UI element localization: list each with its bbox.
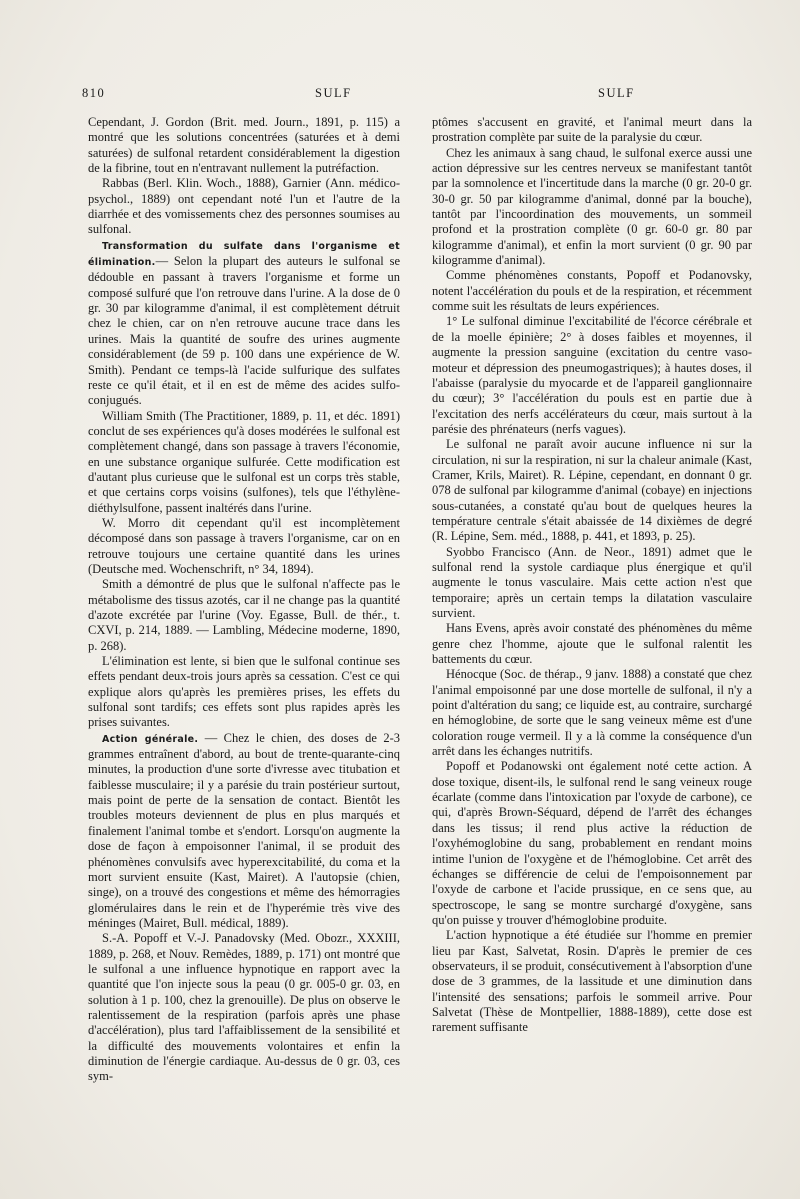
left-running-title: SULF [315,86,352,100]
paragraph: Hans Evens, après avoir constaté des phénomènes du même genre chez l'homme, ajoute que le sulfonal ralentit les battements du cœur. [432,621,752,667]
paragraph: Popoff et Podanowski ont également noté cette action. A dose toxique, disent-ils, le sulfonal rend le sang veineux rouge écarlate (comme dans l'intoxication par l'oxyde de carbone), ce qui, d'après Brown-Séquard, dépend de l'arrêt des échanges dans les tissus; il rend plus active la réduction de l'oxyhémoglobine du sang, probablement en rendant moins intime l'union de l'oxygène et de l'hémoglobine. Cet arrêt des échanges se différencie de celui de l'empoisonnement par l'oxyde de carbone et l'acide prussique, en ce sens que, au spectroscope, le sang se montre surchargé d'oxygène, sans qu'on puisse y trouver d'hémoglobine produite. [432,759,752,927]
paragraph: Hénocque (Soc. de thérap., 9 janv. 1888) a constaté que chez l'animal empoisonné par une dose mortelle de sulfonal, il n'y a point d'altération du sang; ce liquide est, au contraire, surchargé en hémoglobine, de sorte que le sang veineux même est d'une coloration rouge vermeil. Il y a là comme la conséquence d'un arrêt dans les échanges nutritifs. [432,667,752,759]
paragraph: Rabbas (Berl. Klin. Woch., 1888), Garnier (Ann. médico-psychol., 1889) ont cependant noté l'un et l'autre de la diarrhée et des vomissements chez des personnes soumises au sulfonal. [88,176,400,237]
section-heading: Action générale. [102,733,199,745]
page-number: 810 [82,86,106,100]
paragraph: L'élimination est lente, si bien que le sulfonal continue ses effets pendant deux-trois jours après sa cessation. C'est ce qui explique alors qu'après les premières prises, les effets du sulfonal sont tardifs; ces effets sont plus rapides après les prises suivantes. [88,654,400,730]
right-column [432,115,752,1036]
paragraph: 1° Le sulfonal diminue l'excitabilité de l'écorce cérébrale et de la moelle épinière; 2° à doses faibles et moyennes, il augmente la pression sanguine (excitation du centre vaso-moteur et dépression des pneumogastriques); à hautes doses, il l'abaisse (paralysie du myocarde et de l'appareil ganglionnaire du cœur); 3° l'accélération du pouls est en partie due à l'excitation des nerfs accélérateurs du cœur, mais surtout à la parésie des phrénateurs (nerfs vagues). [432,314,752,436]
paragraph-section [88,731,400,931]
paragraph-text: — Chez le chien, des doses de 2-3 grammes entraînent d'abord, au bout de trente-quarante-cinq minutes, la production d'une sorte d'ivresse avec titubation et faiblesse musculaire; il y a parésie du train postérieur surtout, mais point de perte de la sensation de contact. Bientôt les troubles moteurs deviennent de plus en plus marqués et finalement l'animal tombe et s'endort. Lorsqu'on augmente la dose de façon à empoisonner l'animal, il se produit des phénomènes convulsifs avec hyperexcitabilité, du coma et la mort survient ensuite (Kast, Mairet). A l'autopsie (chien, singe), on a trouvé des congestions et même des hémorragies glomérulaires dans le rein et de l'hyperémie très vive des méninges (Mairet, Bull. médical, 1889). [88,730,400,930]
paragraph: L'action hypnotique a été étudiée sur l'homme en premier lieu par Kast, Salvetat, Rosin. D'après le premier de ces observateurs, il se produit, consécutivement à l'absorption d'une dose de 3 grammes, de la lassitude et une diminution dans l'intensité des sensations; parfois le sommeil arrive. Pour Salvetat (Thèse de Montpellier, 1888-1889), cette dose est rarement suffisante [432,928,752,1035]
paragraph: Smith a démontré de plus que le sulfonal n'affecte pas le métabolisme des tissus azotés, car il ne change pas la quantité d'azote excrétée par l'urine (Voy. Egasse, Bull. de thér., t. CXVI, p. 214, 1889. — Lambling, Médecine moderne, 1890, p. 268). [88,577,400,653]
paragraph: Cependant, J. Gordon (Brit. med. Journ., 1891, p. 115) a montré que les solutions concentrées (saturées et à demi saturées) de sulfonal retardent considérablement la digestion de la fibrine, tout en n'entravant nullement la putréfaction. [88,115,400,176]
paragraph: William Smith (The Practitioner, 1889, p. 11, et déc. 1891) conclut de ses expériences qu'à doses modérées le sulfonal est complètement changé, dans son passage à travers l'économie, en une substance organique sulfurée. Cette modification est d'autant plus curieuse que le sulfonal est un corps très stable, et que certains corps voisins (sulfones), tels que l'éthylène-diéthylsulfone, passent inaltérés dans l'urine. [88,408,400,515]
paragraph: ptômes s'accusent en gravité, et l'animal meurt dans la prostration complète par suite de la paralysie du cœur. [432,115,752,145]
paragraph-section [88,238,400,409]
paragraph-text: — Selon la plupart des auteurs le sulfonal se dédouble en passant à travers l'organisme et forme un composé sulfuré que l'on retrouve dans l'urine. A la dose de 0 gr. 30 par kilogramme d'animal, il est complètement détruit chez le chien, car on n'en retrouve aucune trace dans les urines. Mais la quantité de soufre des urines augmente considérablement (de 59 p. 100 dans une expérience de W. Smith). Pendant ce temps-là l'acide sulfurique des sulfates reste ce qu'il était, et il en est de même des acides sulfo-conjugués. [88,254,400,408]
right-running-title: SULF [598,86,635,100]
paragraph: S.-A. Popoff et V.-J. Panadovsky (Med. Obozr., XXXIII, 1889, p. 268, et Nouv. Remèdes, 1889, p. 171) ont montré que le sulfonal a une influence hypnotique en rapport avec la quantité que l'on injecte sous la peau (0 gr. 005-0 gr. 03, en solution à 1 p. 100, chez la grenouille). De plus on observe le ralentissement de la respiration (parfois après une phase d'accélération), plus tard l'affaiblissement de la sensibilité et la difficulté des mouvements volontaires et enfin la diminution de l'énergie cardiaque. Au-dessus de 0 gr. 03, ces sym- [88,931,400,1084]
paragraph: W. Morro dit cependant qu'il est incomplètement décomposé dans son passage à travers l'organisme, car on en retrouve toujours une certaine quantité dans les urines (Deutsche med. Wochenschrift, n° 34, 1894). [88,515,400,576]
running-header [82,86,760,104]
paragraph: Chez les animaux à sang chaud, le sulfonal exerce aussi une action dépressive sur les centres nerveux se manifestant tantôt par la somnolence et l'incertitude dans la marche (0 gr. 20-0 gr. 30-0 gr. 50 par kilogramme d'animal, donné par la bouche), tantôt par l'incoordination des mouvements, un sommeil profond et la prostration complète (0 gr. 60-0 gr. 80 par kilogramme d'animal), et enfin la mort survient (0 gr. 90 par kilogramme d'animal). [432,145,752,268]
left-column [88,115,400,1085]
section-heading: Transformation du sulfate dans l'organisme et élimination. [88,240,400,269]
paragraph: Syobbo Francisco (Ann. de Neor., 1891) admet que le sulfonal rend la systole cardiaque plus énergique et qu'il augmente le tonus vasculaire. Mais cette action n'est que temporaire; après un certain temps la dilatation vasculaire survient. [432,544,752,620]
paragraph: Le sulfonal ne paraît avoir aucune influence ni sur la circulation, ni sur la respiration, ni sur la chaleur animale (Kast, Cramer, Krils, Mairet). R. Lépine, cependant, en donnant 0 gr. 078 de sulfonal par kilogramme d'animal (cobaye) en injections sous-cutanées, a constaté qu'au bout de quelques heures la température centrale s'était abaissée de 14 dixièmes de degré (R. Lépine, Sem. méd., 1888, p. 441, et 1893, p. 25). [432,437,752,544]
paragraph: Comme phénomènes constants, Popoff et Podanovsky, notent l'accélération du pouls et de la respiration, et récemment comme suit les résultats de leurs expériences. [432,268,752,314]
